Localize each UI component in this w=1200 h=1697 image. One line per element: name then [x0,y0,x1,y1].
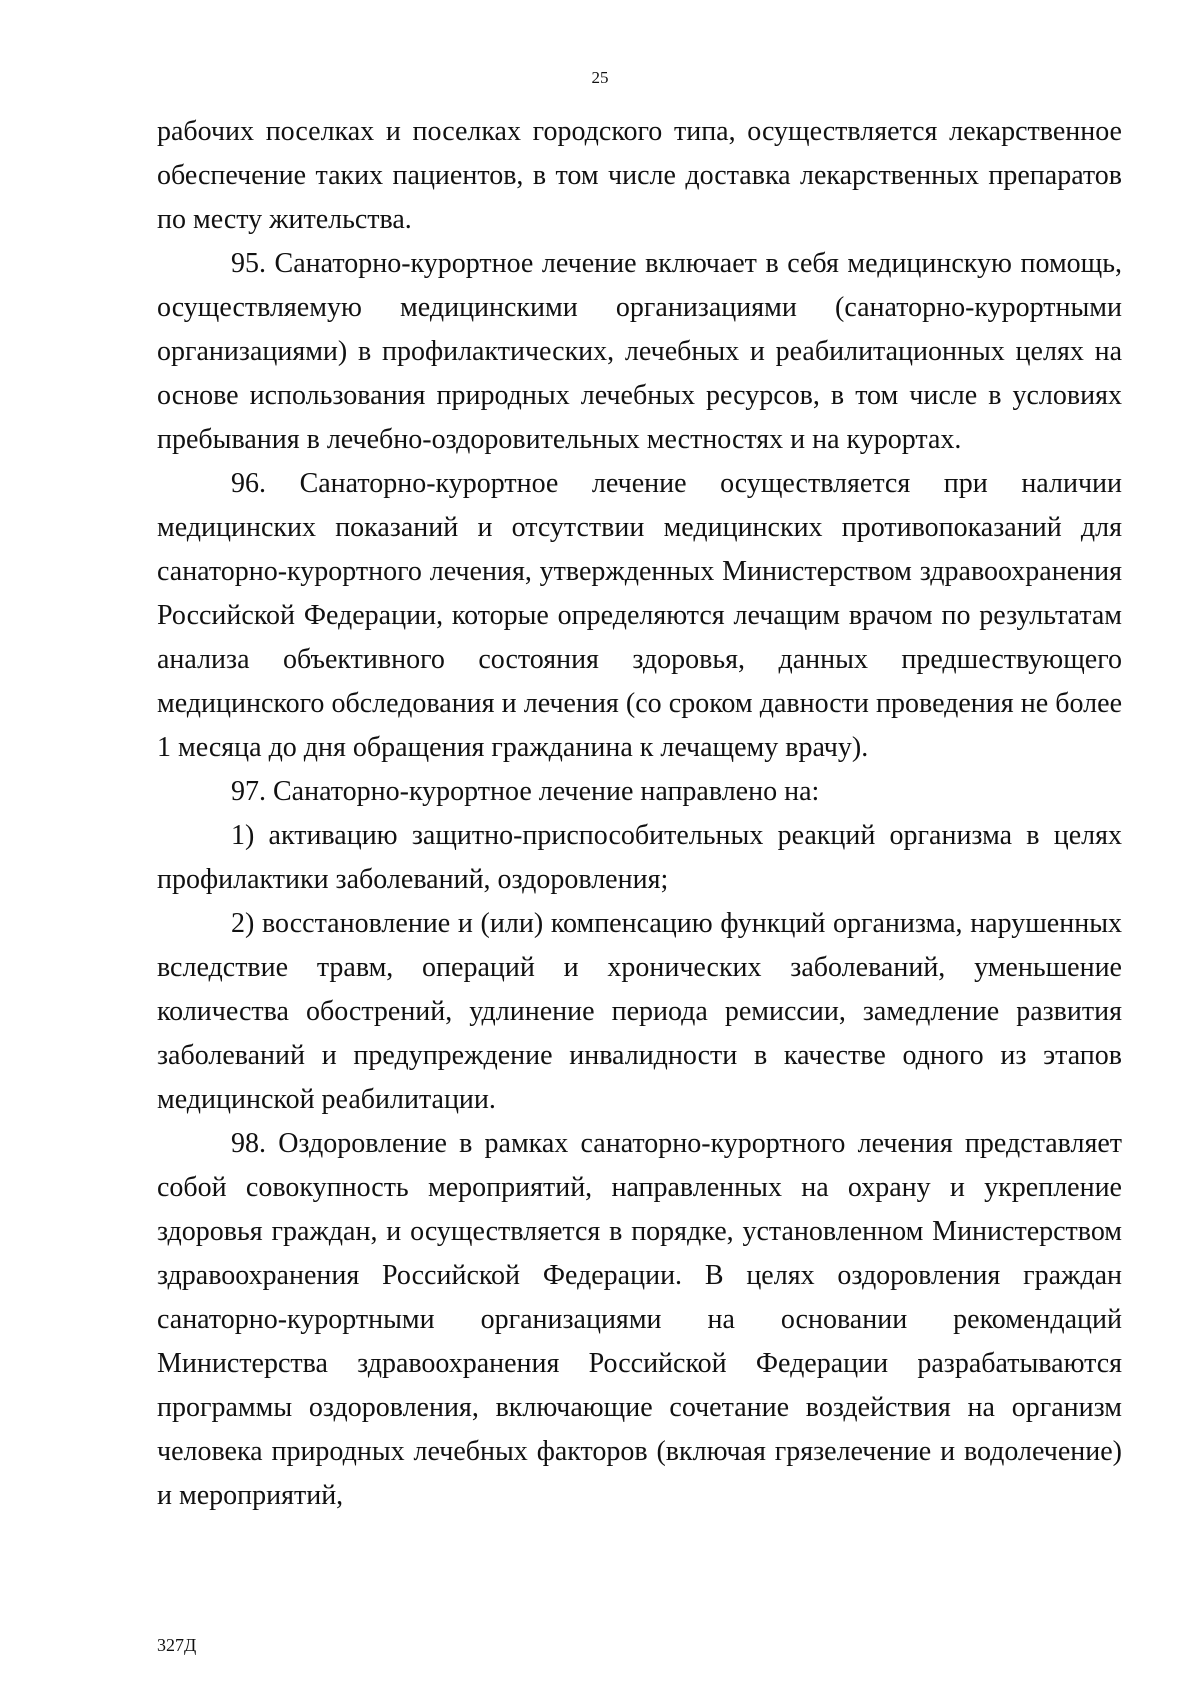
list-item-1: 1) активацию защитно-приспособительных реакций организма в целях профилактики заболеваний, оздоровления; [157,820,1122,895]
document-body [157,110,1122,1518]
paragraph-97: 97. Санаторно-курортное лечение направлено на: [231,776,820,807]
document-code: 327Д [157,1635,197,1655]
page-number: 25 [591,68,609,87]
paragraph-96: 96. Санаторно-курортное лечение осуществляется при наличии медицинских показаний и отсутствии медицинских противопоказаний для санаторно-курортного лечения, утвержденных Министерством здравоохранения Российской Федерации, которые определяются лечащим врачом по результатам анализа объективного состояния здоровья, данных предшествующего медицинского обследования и лечения (со сроком давности проведения не более 1 месяца до дня обращения гражданина к лечащему врачу). [157,468,1122,763]
paragraph-95: 95. Санаторно-курортное лечение включает в себя медицинскую помощь, осуществляемую медицинскими организациями (санаторно-курортными организациями) в профилактических, лечебных и реабилитационных целях на основе использования природных лечебных ресурсов, в том числе в условиях пребывания в лечебно-оздоровительных местностях и на курортах. [157,248,1122,455]
paragraph-98: 98. Оздоровление в рамках санаторно-курортного лечения представляет собой совокупность мероприятий, направленных на охрану и укрепление здоровья граждан, и осуществляется в порядке, установленном Министерством здравоохранения Российской Федерации. В целях оздоровления граждан санаторно-курортными организациями на основании рекомендаций Министерства здравоохранения Российской Федерации разрабатываются программы оздоровления, включающие сочетание воздействия на организм человека природных лечебных факторов (включая грязелечение и водолечение) и мероприятий, [157,1128,1122,1511]
paragraph-continuation: рабочих поселках и поселках городского типа, осуществляется лекарственное обеспечение таких пациентов, в том числе доставка лекарственных препаратов по месту жительства. [157,116,1122,235]
list-item-2: 2) восстановление и (или) компенсацию функций организма, нарушенных вследствие травм, операций и хронических заболеваний, уменьшение количества обострений, удлинение периода ремиссии, замедление развития заболеваний и предупреждение инвалидности в качестве одного из этапов медицинской реабилитации. [157,908,1122,1115]
